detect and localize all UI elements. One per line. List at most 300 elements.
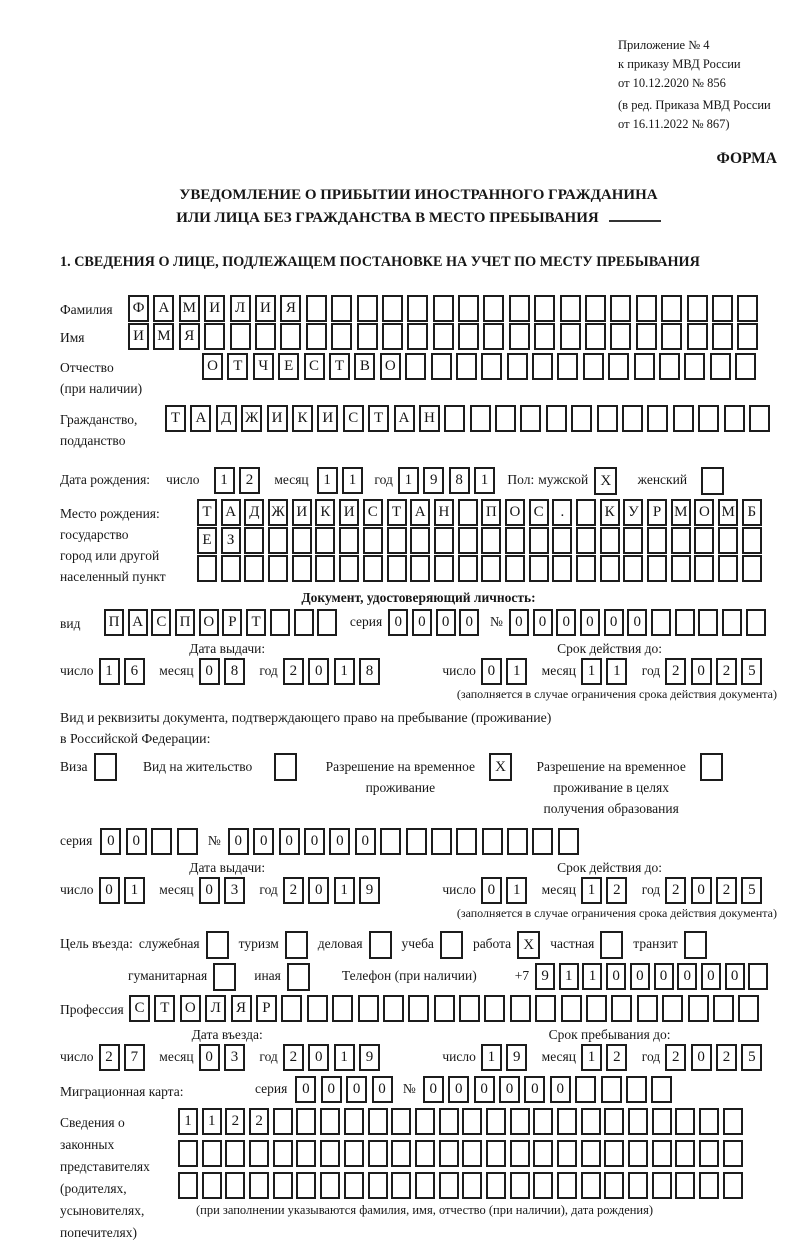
- char-cell-empty[interactable]: [221, 555, 241, 582]
- char-cell-filled[interactable]: 1: [178, 1108, 198, 1135]
- char-cell-empty[interactable]: [415, 1140, 435, 1167]
- char-cell-empty[interactable]: [597, 405, 618, 432]
- char-cell-empty[interactable]: [459, 995, 480, 1022]
- char-cell-empty[interactable]: [652, 1172, 672, 1199]
- char-cell-filled[interactable]: 0: [355, 828, 376, 855]
- char-cell-filled[interactable]: Д: [244, 499, 264, 526]
- res-valid-month-cells[interactable]: [581, 877, 632, 904]
- char-cell-filled[interactable]: 1: [334, 658, 355, 685]
- char-cell-empty[interactable]: [675, 1172, 695, 1199]
- char-cell-empty[interactable]: [391, 1140, 411, 1167]
- char-cell-filled[interactable]: Н: [434, 499, 454, 526]
- char-cell-filled[interactable]: 2: [606, 877, 627, 904]
- phone-cells[interactable]: [535, 963, 772, 991]
- char-cell-filled[interactable]: 1: [99, 658, 120, 685]
- char-cell-filled[interactable]: 0: [509, 609, 529, 636]
- migration-number-cells[interactable]: [423, 1076, 677, 1103]
- char-cell-filled[interactable]: А: [153, 295, 174, 322]
- char-cell-empty[interactable]: [481, 555, 501, 582]
- char-cell-empty[interactable]: [552, 527, 572, 554]
- id-issue-year-cells[interactable]: [283, 658, 385, 685]
- surname-cells[interactable]: [128, 295, 763, 322]
- char-cell-empty[interactable]: [533, 1172, 553, 1199]
- char-cell-empty[interactable]: [344, 1172, 364, 1199]
- char-cell-empty[interactable]: [273, 1172, 293, 1199]
- char-cell-empty[interactable]: [407, 323, 428, 350]
- char-cell-empty[interactable]: [368, 1172, 388, 1199]
- char-cell-empty[interactable]: [382, 295, 403, 322]
- char-cell-filled[interactable]: 1: [559, 963, 579, 990]
- char-cell-empty[interactable]: [659, 353, 680, 380]
- char-cell-filled[interactable]: 2: [716, 1044, 737, 1071]
- char-cell-empty[interactable]: [687, 295, 708, 322]
- id-doc-number-cells[interactable]: [509, 609, 770, 636]
- char-cell-empty[interactable]: [431, 353, 452, 380]
- char-cell-empty[interactable]: [382, 323, 403, 350]
- char-cell-empty[interactable]: [270, 609, 290, 636]
- char-cell-empty[interactable]: [535, 995, 556, 1022]
- char-cell-empty[interactable]: [737, 323, 758, 350]
- char-cell-empty[interactable]: [296, 1172, 316, 1199]
- id-valid-month-cells[interactable]: [581, 658, 632, 685]
- char-cell-empty[interactable]: [483, 323, 504, 350]
- char-cell-filled[interactable]: И: [267, 405, 288, 432]
- char-cell-filled[interactable]: 0: [100, 828, 121, 855]
- char-cell-empty[interactable]: [671, 555, 691, 582]
- char-cell-empty[interactable]: [742, 555, 762, 582]
- char-cell-empty[interactable]: [368, 1108, 388, 1135]
- char-cell-empty[interactable]: [673, 405, 694, 432]
- char-cell-filled[interactable]: 0: [321, 1076, 342, 1103]
- char-cell-empty[interactable]: [495, 405, 516, 432]
- char-cell-filled[interactable]: Л: [230, 295, 251, 322]
- char-cell-filled[interactable]: Я: [280, 295, 301, 322]
- char-cell-filled[interactable]: 0: [228, 828, 249, 855]
- char-cell-filled[interactable]: С: [151, 609, 171, 636]
- char-cell-empty[interactable]: [268, 527, 288, 554]
- char-cell-empty[interactable]: [694, 527, 714, 554]
- char-cell-empty[interactable]: [581, 1140, 601, 1167]
- char-cell-empty[interactable]: [344, 1140, 364, 1167]
- char-cell-empty[interactable]: [244, 527, 264, 554]
- char-cell-filled[interactable]: 7: [124, 1044, 145, 1071]
- char-cell-filled[interactable]: 9: [359, 1044, 380, 1071]
- char-cell-empty[interactable]: [661, 323, 682, 350]
- char-cell-empty[interactable]: [294, 609, 314, 636]
- char-cell-filled[interactable]: 0: [654, 963, 674, 990]
- patronymic-cells[interactable]: [202, 353, 761, 380]
- char-cell-filled[interactable]: М: [153, 323, 174, 350]
- char-cell-filled[interactable]: О: [380, 353, 401, 380]
- char-cell-empty[interactable]: [510, 1108, 530, 1135]
- char-cell-empty[interactable]: [748, 963, 768, 990]
- char-cell-empty[interactable]: [280, 323, 301, 350]
- char-cell-empty[interactable]: [470, 405, 491, 432]
- char-cell-filled[interactable]: 2: [225, 1108, 245, 1135]
- char-cell-filled[interactable]: И: [204, 295, 225, 322]
- char-cell-empty[interactable]: [735, 353, 756, 380]
- char-cell-empty[interactable]: [557, 353, 578, 380]
- char-cell-filled[interactable]: 0: [436, 609, 456, 636]
- char-cell-empty[interactable]: [431, 828, 452, 855]
- char-cell-filled[interactable]: 9: [506, 1044, 527, 1071]
- char-cell-empty[interactable]: [486, 1140, 506, 1167]
- char-cell-filled[interactable]: 0: [524, 1076, 545, 1103]
- char-cell-filled[interactable]: 1: [214, 467, 235, 494]
- representatives-cells-row-3[interactable]: [178, 1172, 747, 1199]
- char-cell-empty[interactable]: [486, 1172, 506, 1199]
- char-cell-filled[interactable]: 0: [499, 1076, 520, 1103]
- id-valid-year-cells[interactable]: [665, 658, 767, 685]
- birth-place-cells-row-3[interactable]: [197, 555, 766, 582]
- char-cell-empty[interactable]: [405, 353, 426, 380]
- char-cell-empty[interactable]: [510, 1172, 530, 1199]
- char-cell-filled[interactable]: 0: [295, 1076, 316, 1103]
- char-cell-filled[interactable]: 9: [423, 467, 444, 494]
- char-cell-empty[interactable]: [560, 295, 581, 322]
- res-doc-series-cells[interactable]: [100, 828, 202, 855]
- char-cell-empty[interactable]: [458, 499, 478, 526]
- char-cell-empty[interactable]: [458, 295, 479, 322]
- char-cell-filled[interactable]: Т: [246, 609, 266, 636]
- char-cell-empty[interactable]: [306, 295, 327, 322]
- char-cell-filled[interactable]: 1: [481, 1044, 502, 1071]
- char-cell-filled[interactable]: 0: [423, 1076, 444, 1103]
- char-cell-empty[interactable]: [408, 995, 429, 1022]
- char-cell-filled[interactable]: 8: [224, 658, 245, 685]
- char-cell-filled[interactable]: 0: [627, 609, 647, 636]
- char-cell-filled[interactable]: 0: [199, 1044, 220, 1071]
- char-cell-filled[interactable]: 1: [582, 963, 602, 990]
- char-cell-filled[interactable]: Р: [256, 995, 277, 1022]
- char-cell-empty[interactable]: [534, 295, 555, 322]
- id-valid-day-cells[interactable]: [481, 658, 532, 685]
- char-cell-empty[interactable]: [575, 1076, 596, 1103]
- char-cell-empty[interactable]: [724, 405, 745, 432]
- char-cell-empty[interactable]: [623, 527, 643, 554]
- char-cell-empty[interactable]: [177, 828, 198, 855]
- char-cell-empty[interactable]: [202, 1140, 222, 1167]
- char-cell-empty[interactable]: [306, 323, 327, 350]
- char-cell-empty[interactable]: [723, 1172, 743, 1199]
- char-cell-empty[interactable]: [576, 499, 596, 526]
- char-cell-filled[interactable]: 0: [556, 609, 576, 636]
- char-cell-empty[interactable]: [202, 1172, 222, 1199]
- char-cell-empty[interactable]: [339, 527, 359, 554]
- migration-series-cells[interactable]: [295, 1076, 397, 1103]
- char-cell-filled[interactable]: 0: [604, 609, 624, 636]
- char-cell-empty[interactable]: [320, 1140, 340, 1167]
- char-cell-empty[interactable]: [749, 405, 770, 432]
- char-cell-empty[interactable]: [583, 353, 604, 380]
- char-cell-empty[interactable]: [368, 1140, 388, 1167]
- char-cell-filled[interactable]: 1: [342, 467, 363, 494]
- char-cell-empty[interactable]: [317, 609, 337, 636]
- char-cell-filled[interactable]: А: [410, 499, 430, 526]
- char-cell-empty[interactable]: [604, 1108, 624, 1135]
- birth-place-cells-row-1[interactable]: [197, 499, 766, 526]
- char-cell-filled[interactable]: 0: [725, 963, 745, 990]
- char-cell-empty[interactable]: [434, 555, 454, 582]
- char-cell-filled[interactable]: 0: [691, 877, 712, 904]
- char-cell-filled[interactable]: 1: [506, 877, 527, 904]
- char-cell-empty[interactable]: [698, 405, 719, 432]
- char-cell-filled[interactable]: 1: [124, 877, 145, 904]
- char-cell-empty[interactable]: [585, 323, 606, 350]
- char-cell-empty[interactable]: [737, 295, 758, 322]
- char-cell-empty[interactable]: [315, 555, 335, 582]
- char-cell-empty[interactable]: [320, 1172, 340, 1199]
- char-cell-empty[interactable]: [560, 323, 581, 350]
- char-cell-empty[interactable]: [647, 405, 668, 432]
- char-cell-filled[interactable]: Т: [368, 405, 389, 432]
- checkbox-humanitarian[interactable]: [213, 963, 236, 991]
- char-cell-filled[interactable]: 2: [283, 877, 304, 904]
- stay-day-cells[interactable]: [481, 1044, 532, 1071]
- char-cell-filled[interactable]: 5: [741, 877, 762, 904]
- res-issue-day-cells[interactable]: [99, 877, 150, 904]
- char-cell-empty[interactable]: [713, 995, 734, 1022]
- char-cell-empty[interactable]: [151, 828, 172, 855]
- char-cell-empty[interactable]: [339, 555, 359, 582]
- char-cell-empty[interactable]: [532, 353, 553, 380]
- char-cell-filled[interactable]: 2: [283, 1044, 304, 1071]
- res-valid-year-cells[interactable]: [665, 877, 767, 904]
- char-cell-empty[interactable]: [675, 1140, 695, 1167]
- char-cell-empty[interactable]: [462, 1108, 482, 1135]
- char-cell-filled[interactable]: 2: [716, 658, 737, 685]
- char-cell-empty[interactable]: [698, 609, 718, 636]
- char-cell-filled[interactable]: 0: [550, 1076, 571, 1103]
- char-cell-empty[interactable]: [529, 555, 549, 582]
- char-cell-filled[interactable]: М: [671, 499, 691, 526]
- char-cell-filled[interactable]: 2: [606, 1044, 627, 1071]
- char-cell-filled[interactable]: Р: [222, 609, 242, 636]
- char-cell-filled[interactable]: 1: [334, 877, 355, 904]
- char-cell-empty[interactable]: [671, 527, 691, 554]
- char-cell-filled[interactable]: 2: [99, 1044, 120, 1071]
- char-cell-empty[interactable]: [481, 353, 502, 380]
- char-cell-filled[interactable]: 2: [665, 877, 686, 904]
- entry-year-cells[interactable]: [283, 1044, 385, 1071]
- char-cell-empty[interactable]: [505, 555, 525, 582]
- char-cell-empty[interactable]: [557, 1172, 577, 1199]
- char-cell-empty[interactable]: [534, 323, 555, 350]
- char-cell-filled[interactable]: 0: [279, 828, 300, 855]
- char-cell-empty[interactable]: [249, 1140, 269, 1167]
- char-cell-filled[interactable]: Л: [205, 995, 226, 1022]
- char-cell-filled[interactable]: Е: [197, 527, 217, 554]
- char-cell-empty[interactable]: [344, 1108, 364, 1135]
- char-cell-empty[interactable]: [661, 295, 682, 322]
- char-cell-filled[interactable]: 1: [317, 467, 338, 494]
- char-cell-empty[interactable]: [178, 1140, 198, 1167]
- char-cell-filled[interactable]: 0: [630, 963, 650, 990]
- char-cell-filled[interactable]: 0: [329, 828, 350, 855]
- char-cell-filled[interactable]: С: [363, 499, 383, 526]
- checkbox-other[interactable]: [287, 963, 310, 991]
- checkbox-temp-residence-education[interactable]: [700, 753, 723, 781]
- char-cell-empty[interactable]: [315, 527, 335, 554]
- char-cell-empty[interactable]: [581, 1172, 601, 1199]
- char-cell-empty[interactable]: [458, 555, 478, 582]
- char-cell-empty[interactable]: [699, 1172, 719, 1199]
- char-cell-filled[interactable]: Д: [216, 405, 237, 432]
- char-cell-filled[interactable]: 1: [581, 658, 602, 685]
- id-doc-type-cells[interactable]: [104, 609, 341, 636]
- checkbox-study[interactable]: [440, 931, 463, 959]
- char-cell-empty[interactable]: [296, 1140, 316, 1167]
- char-cell-empty[interactable]: [604, 1140, 624, 1167]
- char-cell-empty[interactable]: [292, 555, 312, 582]
- checkbox-work[interactable]: X: [517, 931, 540, 959]
- char-cell-filled[interactable]: 0: [308, 658, 329, 685]
- char-cell-empty[interactable]: [600, 527, 620, 554]
- char-cell-filled[interactable]: Ф: [128, 295, 149, 322]
- char-cell-empty[interactable]: [647, 527, 667, 554]
- checkbox-tourism[interactable]: [285, 931, 308, 959]
- char-cell-empty[interactable]: [510, 995, 531, 1022]
- char-cell-filled[interactable]: П: [175, 609, 195, 636]
- char-cell-empty[interactable]: [557, 1108, 577, 1135]
- char-cell-filled[interactable]: 0: [308, 877, 329, 904]
- char-cell-filled[interactable]: 8: [449, 467, 470, 494]
- entry-day-cells[interactable]: [99, 1044, 150, 1071]
- id-issue-month-cells[interactable]: [199, 658, 250, 685]
- char-cell-empty[interactable]: [486, 1108, 506, 1135]
- char-cell-empty[interactable]: [484, 995, 505, 1022]
- char-cell-filled[interactable]: Н: [419, 405, 440, 432]
- char-cell-filled[interactable]: 1: [606, 658, 627, 685]
- checkbox-private[interactable]: [600, 931, 623, 959]
- res-valid-day-cells[interactable]: [481, 877, 532, 904]
- char-cell-empty[interactable]: [387, 555, 407, 582]
- char-cell-filled[interactable]: 0: [580, 609, 600, 636]
- char-cell-filled[interactable]: 0: [701, 963, 721, 990]
- char-cell-empty[interactable]: [509, 323, 530, 350]
- char-cell-empty[interactable]: [576, 555, 596, 582]
- char-cell-filled[interactable]: В: [354, 353, 375, 380]
- char-cell-filled[interactable]: 0: [308, 1044, 329, 1071]
- char-cell-filled[interactable]: 2: [283, 658, 304, 685]
- char-cell-empty[interactable]: [722, 609, 742, 636]
- char-cell-filled[interactable]: 5: [741, 658, 762, 685]
- birth-month-cells[interactable]: [317, 467, 368, 494]
- char-cell-filled[interactable]: 0: [388, 609, 408, 636]
- citizenship-cells[interactable]: [165, 405, 774, 432]
- char-cell-empty[interactable]: [363, 527, 383, 554]
- char-cell-filled[interactable]: О: [180, 995, 201, 1022]
- char-cell-filled[interactable]: О: [199, 609, 219, 636]
- char-cell-empty[interactable]: [610, 323, 631, 350]
- char-cell-filled[interactable]: Ж: [241, 405, 262, 432]
- char-cell-filled[interactable]: 0: [474, 1076, 495, 1103]
- char-cell-empty[interactable]: [383, 995, 404, 1022]
- char-cell-filled[interactable]: И: [255, 295, 276, 322]
- char-cell-filled[interactable]: М: [718, 499, 738, 526]
- char-cell-filled[interactable]: П: [104, 609, 124, 636]
- char-cell-filled[interactable]: Т: [154, 995, 175, 1022]
- char-cell-filled[interactable]: Т: [227, 353, 248, 380]
- char-cell-filled[interactable]: 3: [224, 877, 245, 904]
- char-cell-empty[interactable]: [204, 323, 225, 350]
- res-issue-year-cells[interactable]: [283, 877, 385, 904]
- char-cell-empty[interactable]: [225, 1140, 245, 1167]
- char-cell-filled[interactable]: Т: [329, 353, 350, 380]
- char-cell-empty[interactable]: [456, 353, 477, 380]
- char-cell-filled[interactable]: 1: [202, 1108, 222, 1135]
- char-cell-filled[interactable]: Ж: [268, 499, 288, 526]
- char-cell-filled[interactable]: А: [190, 405, 211, 432]
- char-cell-empty[interactable]: [357, 295, 378, 322]
- char-cell-filled[interactable]: 0: [606, 963, 626, 990]
- char-cell-filled[interactable]: 1: [334, 1044, 355, 1071]
- char-cell-empty[interactable]: [623, 555, 643, 582]
- id-doc-series-cells[interactable]: [388, 609, 483, 636]
- char-cell-empty[interactable]: [622, 405, 643, 432]
- birth-place-cells-row-2[interactable]: [197, 527, 766, 554]
- char-cell-empty[interactable]: [581, 1108, 601, 1135]
- char-cell-filled[interactable]: 0: [199, 877, 220, 904]
- char-cell-empty[interactable]: [738, 995, 759, 1022]
- char-cell-empty[interactable]: [410, 555, 430, 582]
- char-cell-empty[interactable]: [178, 1172, 198, 1199]
- char-cell-empty[interactable]: [434, 527, 454, 554]
- birth-year-cells[interactable]: [398, 467, 500, 494]
- char-cell-empty[interactable]: [552, 555, 572, 582]
- char-cell-empty[interactable]: [636, 295, 657, 322]
- char-cell-empty[interactable]: [458, 323, 479, 350]
- char-cell-filled[interactable]: 0: [691, 658, 712, 685]
- char-cell-empty[interactable]: [244, 555, 264, 582]
- char-cell-filled[interactable]: У: [623, 499, 643, 526]
- char-cell-empty[interactable]: [662, 995, 683, 1022]
- char-cell-empty[interactable]: [684, 353, 705, 380]
- char-cell-empty[interactable]: [433, 323, 454, 350]
- char-cell-filled[interactable]: Т: [197, 499, 217, 526]
- char-cell-empty[interactable]: [505, 527, 525, 554]
- char-cell-filled[interactable]: 9: [359, 877, 380, 904]
- char-cell-filled[interactable]: С: [529, 499, 549, 526]
- char-cell-empty[interactable]: [415, 1108, 435, 1135]
- char-cell-empty[interactable]: [626, 1076, 647, 1103]
- char-cell-empty[interactable]: [688, 995, 709, 1022]
- char-cell-filled[interactable]: Т: [165, 405, 186, 432]
- char-cell-empty[interactable]: [507, 353, 528, 380]
- char-cell-filled[interactable]: 0: [481, 658, 502, 685]
- char-cell-filled[interactable]: 2: [716, 877, 737, 904]
- char-cell-filled[interactable]: А: [128, 609, 148, 636]
- char-cell-empty[interactable]: [387, 527, 407, 554]
- char-cell-filled[interactable]: 0: [448, 1076, 469, 1103]
- char-cell-filled[interactable]: 0: [533, 609, 553, 636]
- char-cell-empty[interactable]: [647, 555, 667, 582]
- char-cell-empty[interactable]: [439, 1172, 459, 1199]
- char-cell-filled[interactable]: К: [315, 499, 335, 526]
- char-cell-filled[interactable]: А: [221, 499, 241, 526]
- char-cell-filled[interactable]: К: [292, 405, 313, 432]
- char-cell-empty[interactable]: [273, 1108, 293, 1135]
- checkbox-visa[interactable]: [94, 753, 117, 781]
- char-cell-filled[interactable]: 0: [346, 1076, 367, 1103]
- char-cell-empty[interactable]: [694, 555, 714, 582]
- char-cell-empty[interactable]: [520, 405, 541, 432]
- char-cell-empty[interactable]: [281, 995, 302, 1022]
- char-cell-filled[interactable]: Т: [387, 499, 407, 526]
- char-cell-empty[interactable]: [699, 1140, 719, 1167]
- char-cell-empty[interactable]: [357, 323, 378, 350]
- representatives-cells-row-1[interactable]: [178, 1108, 747, 1135]
